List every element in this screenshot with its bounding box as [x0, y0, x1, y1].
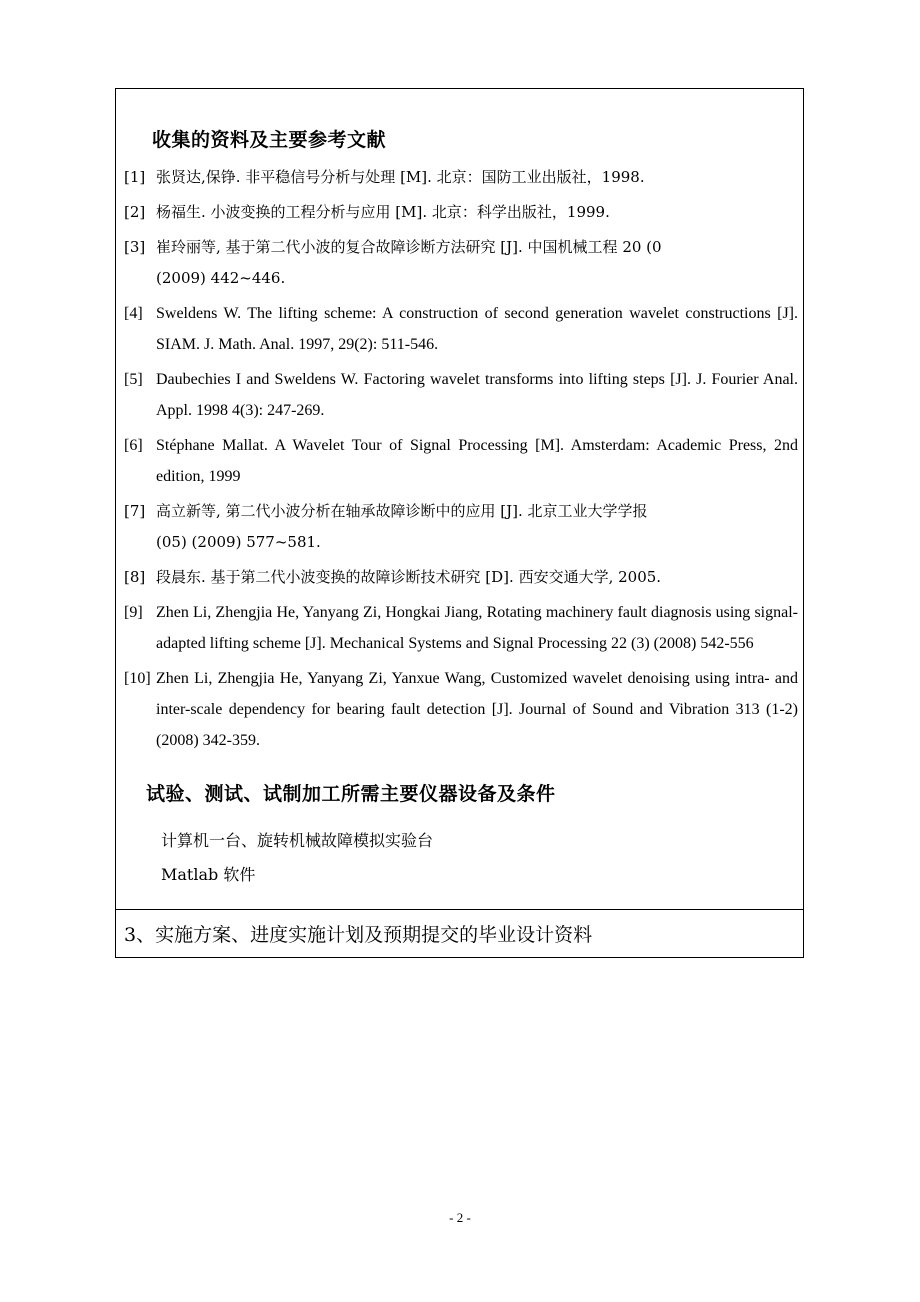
reference-text: Zhen Li, Zhengjia He, Yanyang Zi, Hongkai Jiang, Rotating machinery fault diagnosis using signal-adapted lifting scheme [J]. Mechanical Systems and Signal Processing 22 (3) (2008) 542-556	[156, 604, 798, 652]
equipment-item: 计算机一台、旋转机械故障模拟实验台	[161, 831, 434, 850]
reference-text: Zhen Li, Zhengjia He, Yanyang Zi, Yanxue Wang, Customized wavelet denoising using intra- and inter-scale dependency for bearing fault detection [J]. Journal of Sound and Vibration 313 (1-2) (2008) 342-359.	[156, 670, 798, 749]
reference-number: [2]	[124, 203, 146, 221]
reference-number: [6]	[124, 437, 143, 454]
reference-text: (05) (2009) 577~581.	[156, 533, 321, 551]
reference-item	[124, 197, 798, 228]
equipment-item: Matlab 软件	[161, 865, 256, 884]
reference-number: [8]	[124, 568, 146, 586]
page-number: - 2 -	[449, 1210, 471, 1225]
form-table	[115, 88, 804, 958]
equipment-list	[161, 824, 433, 892]
equipment-heading: 试验、测试、试制加工所需主要仪器设备及条件	[146, 783, 556, 805]
reference-item	[124, 562, 798, 593]
reference-number: [4]	[124, 305, 143, 322]
reference-number: [9]	[124, 604, 143, 621]
reference-item	[124, 496, 798, 558]
reference-text: Stéphane Mallat. A Wavelet Tour of Signal Processing [M]. Amsterdam: Academic Press, 2nd edition, 1999	[156, 437, 798, 485]
reference-item	[124, 364, 798, 426]
reference-item	[124, 663, 798, 756]
reference-item	[124, 232, 798, 294]
reference-item	[124, 298, 798, 360]
reference-list	[124, 162, 798, 760]
reference-text: Daubechies I and Sweldens W. Factoring wavelet transforms into lifting steps [J]. J. Fourier Anal. Appl. 1998 4(3): 247-269.	[156, 371, 798, 419]
section-3-title: 3、实施方案、进度实施计划及预期提交的毕业设计资料	[124, 924, 593, 946]
reference-number: [5]	[124, 371, 143, 388]
reference-text: 崔玲丽等, 基于第二代小波的复合故障诊断方法研究 [J]. 中国机械工程 20 (0	[156, 238, 662, 256]
reference-text: 段晨东. 基于第二代小波变换的故障诊断技术研究 [D]. 西安交通大学, 2005.	[156, 568, 662, 586]
reference-text: 张贤达,保铮. 非平稳信号分析与处理 [M]. 北京：国防工业出版社，1998.	[156, 168, 645, 186]
references-heading: 收集的资料及主要参考文献	[152, 129, 387, 151]
reference-text: 高立新等, 第二代小波分析在轴承故障诊断中的应用 [J]. 北京工业大学学报	[156, 502, 648, 520]
reference-item	[124, 430, 798, 492]
reference-text: (2009) 442~446.	[156, 269, 286, 287]
reference-text: 杨福生. 小波变换的工程分析与应用 [M]. 北京：科学出版社，1999.	[156, 203, 610, 221]
reference-text: Sweldens W. The lifting scheme: A construction of second generation wavelet constructions [J]. SIAM. J. Math. Anal. 1997, 29(2): 511-546.	[156, 305, 798, 353]
reference-number: [1]	[124, 168, 146, 186]
reference-item	[124, 162, 798, 193]
reference-item	[124, 597, 798, 659]
reference-number: [3]	[124, 238, 146, 256]
reference-number: [7]	[124, 502, 146, 520]
reference-number: [10]	[124, 670, 151, 687]
table-divider	[116, 909, 803, 910]
